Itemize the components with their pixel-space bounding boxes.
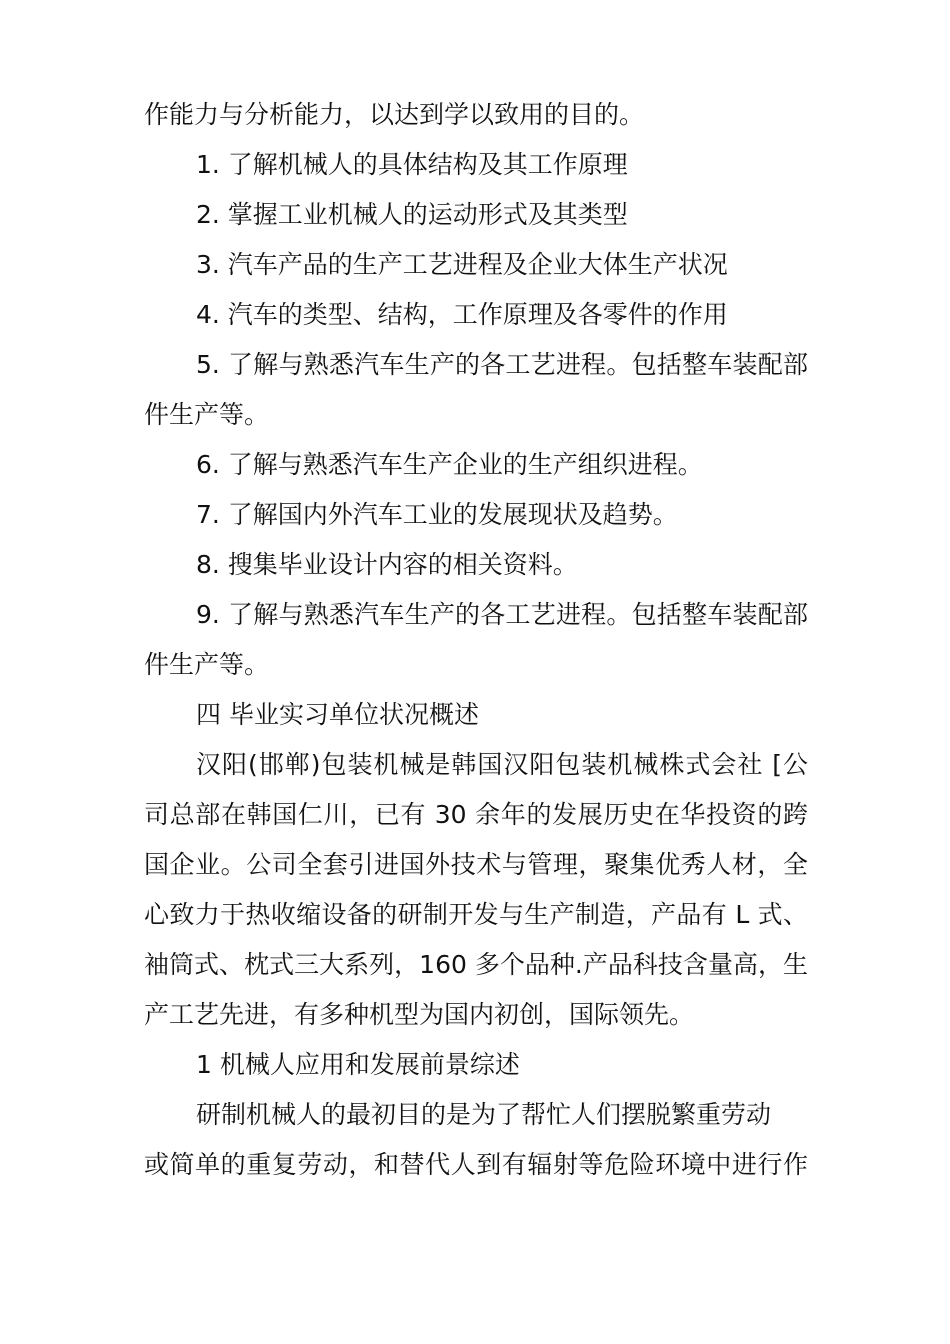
- text-line-content: 袖筒式、枕式三大系列，160 多个品种.产品科技含量高，生: [144, 950, 808, 979]
- text-line: [144, 790, 808, 840]
- text-line-content: 研制机械人的最初目的是为了帮忙人们摆脱繁重劳动: [196, 1100, 772, 1129]
- text-line-content: 2. 掌握工业机械人的运动形式及其类型: [196, 200, 628, 229]
- text-line-content: 司总部在韩国仁川，已有 30 余年的发展历史在华投资的跨: [144, 800, 808, 829]
- text-line-content: 8. 搜集毕业设计内容的相关资料。: [196, 550, 578, 579]
- text-line-content: 作能力与分析能力，以达到学以致用的目的。: [144, 100, 645, 129]
- text-line: [144, 990, 808, 1040]
- text-line: [144, 1040, 808, 1090]
- text-line-content: 汉阳(邯郸)包装机械是韩国汉阳包装机械株式会社 [公: [196, 750, 808, 779]
- text-line: [144, 440, 808, 490]
- text-line: [144, 740, 808, 790]
- text-line: [144, 590, 808, 640]
- text-line-content: 7. 了解国内外汽车工业的发展现状及趋势。: [196, 500, 678, 529]
- text-line: [144, 290, 808, 340]
- text-line-content: 9. 了解与熟悉汽车生产的各工艺进程。包括整车装配部: [196, 600, 808, 629]
- text-line-content: 四 毕业实习单位状况概述: [196, 700, 479, 729]
- text-line: [144, 640, 808, 690]
- text-line: [144, 90, 808, 140]
- text-line: [144, 1090, 808, 1140]
- text-line: [144, 390, 808, 440]
- text-line-content: 或简单的重复劳动，和替代人到有辐射等危险环境中进行作: [144, 1150, 808, 1179]
- text-line-content: 心致力于热收缩设备的研制开发与生产制造，产品有 L 式、: [144, 900, 808, 929]
- text-line-content: 4. 汽车的类型、结构，工作原理及各零件的作用: [196, 300, 728, 329]
- text-line-content: 1 机械人应用和发展前景综述: [196, 1050, 520, 1079]
- text-line: [144, 690, 808, 740]
- text-line-content: 1. 了解机械人的具体结构及其工作原理: [196, 150, 628, 179]
- text-line-content: 件生产等。: [144, 650, 270, 679]
- text-line: [144, 890, 808, 940]
- text-line-content: 件生产等。: [144, 400, 270, 429]
- text-line: [144, 140, 808, 190]
- text-line-content: 5. 了解与熟悉汽车生产的各工艺进程。包括整车装配部: [196, 350, 808, 379]
- text-line-content: 产工艺先进，有多种机型为国内初创，国际领先。: [144, 1000, 695, 1029]
- text-line: [144, 340, 808, 390]
- text-line-content: 6. 了解与熟悉汽车生产企业的生产组织进程。: [196, 450, 703, 479]
- text-line: [144, 540, 808, 590]
- document-body: [144, 90, 808, 1190]
- text-line: [144, 490, 808, 540]
- text-line: [144, 240, 808, 290]
- text-line-content: 3. 汽车产品的生产工艺进程及企业大体生产状况: [196, 250, 728, 279]
- text-line: [144, 840, 808, 890]
- text-line: [144, 1140, 808, 1190]
- text-line: [144, 940, 808, 990]
- text-line-content: 国企业。公司全套引进国外技术与管理，聚集优秀人材，全: [144, 850, 808, 879]
- text-line: [144, 190, 808, 240]
